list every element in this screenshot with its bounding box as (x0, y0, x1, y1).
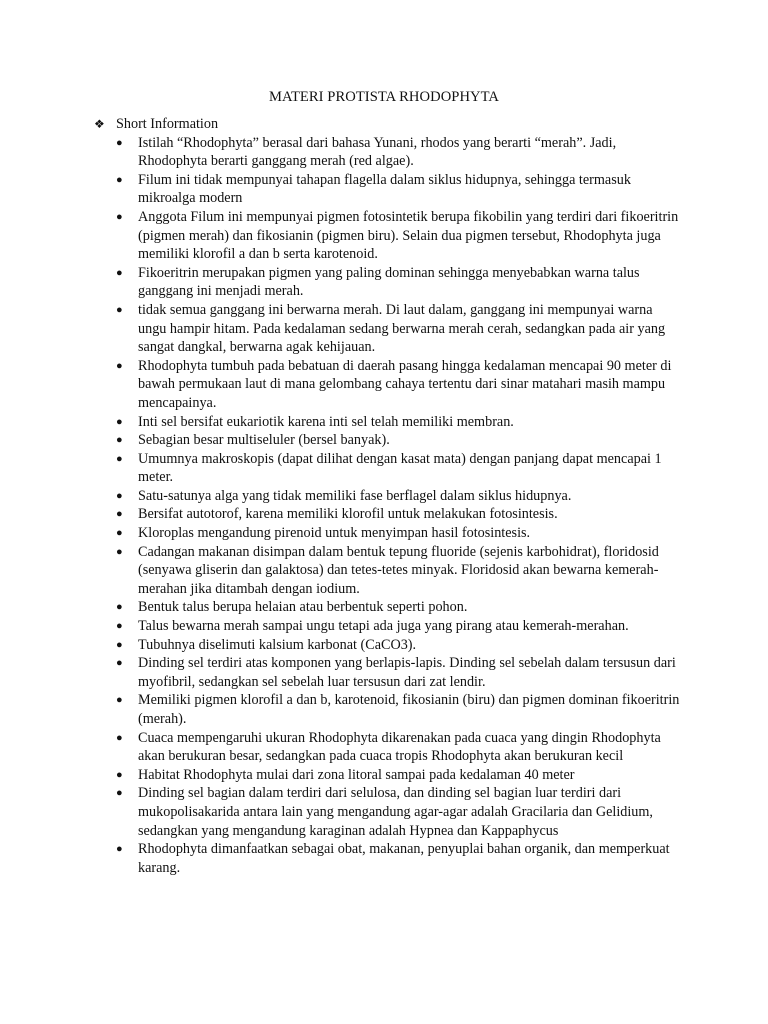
bullet-dot-icon: ● (116, 434, 123, 447)
list-item-text: Dinding sel terdiri atas komponen yang berlapis-lapis. Dinding sel sebelah dalam tersusun dari myofibril, sedangkan sel sebelah luar tersusun dari zat lendir. (138, 655, 676, 690)
list-item-text: Filum ini tidak mempunyai tahapan flagella dalam siklus hidupnya, sehingga termasuk mikroalga modern (138, 171, 631, 207)
bullet-dot-icon: ● (116, 452, 123, 465)
list-item-text: Dinding sel bagian dalam terdiri dari selulosa, dan dinding sel bagian luar terdiri dari mukopolisakarida antara lain yang mengandung agar-agar adalah Gracilaria dan Gelidium, sedangkan yang mengandung karaginan adalah Hypnea dan Kappaphycus (138, 785, 653, 839)
list-item (116, 840, 681, 877)
list-item (116, 208, 681, 264)
bullet-dot-icon: ● (116, 620, 123, 633)
list-item (116, 134, 681, 171)
list-item-text: Umumnya makroskopis (dapat dilihat dengan kasat mata) dengan panjang dapat mencapai 1 meter. (138, 450, 662, 486)
list-item-text: Rhodophyta tumbuh pada bebatuan di daerah pasang hingga kedalaman mencapai 90 meter di bawah permukaan laut di mana gelombang cahaya tertentu dari sinar matahari masih mampu mencapainya. (138, 357, 672, 411)
bullet-dot-icon: ● (116, 527, 123, 540)
list-item-text: Memiliki pigmen klorofil a dan b, karotenoid, fikosianin (biru) dan pigmen dominan fikoeritrin (merah). (138, 692, 680, 727)
list-item-text: Fikoeritrin merupakan pigmen yang paling dominan sehingga menyebabkan warna talus ganggang ini menjadi merah. (138, 264, 640, 300)
list-item (116, 543, 681, 599)
list-item-text: Tubuhnya diselimuti kalsium karbonat (CaCO3). (138, 636, 417, 653)
list-item-text: Inti sel bersifat eukariotik karena inti sel telah memiliki membran. (138, 413, 514, 430)
list-item (116, 524, 681, 543)
short-information-section (94, 115, 694, 876)
list-item-text: Bersifat autotorof, karena memiliki klorofil untuk melakukan fotosintesis. (138, 506, 558, 523)
bullet-dot-icon: ● (116, 266, 123, 279)
list-item-text: Satu-satunya alga yang tidak memiliki fase berflagel dalam siklus hidupnya. (138, 487, 572, 504)
list-item (116, 617, 681, 636)
bullet-dot-icon: ● (116, 545, 123, 558)
list-item (116, 598, 681, 617)
list-item (116, 636, 681, 655)
bullet-dot-icon: ● (116, 843, 123, 856)
list-item-text: Rhodophyta dimanfaatkan sebagai obat, makanan, penyuplai bahan organik, dan memperkuat karang. (138, 841, 670, 876)
bullet-dot-icon: ● (116, 787, 123, 800)
list-item (116, 431, 681, 450)
bullet-dot-icon: ● (116, 601, 123, 614)
section-heading-label: Short Information (116, 116, 219, 132)
bullet-dot-icon: ● (116, 303, 123, 316)
bullet-dot-icon: ● (116, 489, 123, 502)
list-item (116, 505, 681, 524)
bullet-dot-icon: ● (116, 694, 123, 707)
bullet-dot-icon: ● (116, 136, 123, 149)
list-item (116, 784, 681, 840)
section-heading (94, 115, 694, 134)
bullet-dot-icon: ● (116, 359, 123, 372)
list-item (116, 301, 681, 357)
list-item-text: Cuaca mempengaruhi ukuran Rhodophyta dikarenakan pada cuaca yang dingin Rhodophyta akan berukuran besar, sedangkan pada cuaca tropis Rhodophyta akan berukuran kecil (138, 729, 661, 765)
list-item (116, 487, 681, 506)
list-item-text: Talus bewarna merah sampai ungu tetapi ada juga yang pirang atau kemerah-merahan. (138, 618, 629, 635)
list-item-text: Anggota Filum ini mempunyai pigmen fotosintetik berupa fikobilin yang terdiri dari fikoeritrin (pigmen merah) dan fikosianin (pigmen biru). Selain dua pigmen tersebut, Rhodophyta juga memiliki klorofil a dan b serta karotenoid. (138, 208, 679, 263)
bullet-dot-icon: ● (116, 508, 123, 521)
list-item-text: tidak semua ganggang ini berwarna merah. Di laut dalam, ganggang ini mempunyai warna ungu hampir hitam. Pada kedalaman sedang berwarna merah cerah, sedangkan pada air yang sangat dangkal, berwarna agak kehijauan. (138, 301, 666, 356)
list-item (116, 264, 681, 301)
bullet-dot-icon: ● (116, 638, 123, 651)
document-title: MATERI PROTISTA RHODOPHYTA (268, 89, 500, 105)
list-item (116, 450, 681, 487)
list-item (116, 171, 681, 208)
list-item (116, 413, 681, 432)
list-item (116, 691, 681, 728)
list-item (116, 357, 681, 413)
bullet-dot-icon: ● (116, 415, 123, 428)
bullet-dot-icon: ● (116, 173, 123, 186)
bullet-dot-icon: ● (116, 731, 123, 744)
list-item-text: Sebagian besar multiseluler (bersel banyak). (138, 432, 390, 449)
list-item-text: Cadangan makanan disimpan dalam bentuk tepung fluoride (sejenis karbohidrat), floridosid (senyawa gliserin dan galaktosa) dan tetes-tetes minyak. Floridosid akan bewarna kemerah-merahan jika ditambah dengan iodium. (138, 543, 659, 597)
list-item (116, 654, 681, 691)
list-item-text: Istilah “Rhodophyta” berasal dari bahasa Yunani, rhodos yang berarti “merah”. Jadi, Rhodophyta berarti ganggang merah (red algae). (138, 134, 617, 170)
bullet-dot-icon: ● (116, 768, 123, 781)
list-item-text: Habitat Rhodophyta mulai dari zona litoral sampai pada kedalaman 40 meter (138, 766, 575, 783)
list-item (116, 766, 681, 785)
bullet-dot-icon: ● (116, 210, 123, 223)
bullet-dot-icon: ● (116, 657, 123, 670)
diamond-bullet-icon: ❖ (94, 117, 105, 131)
list-item-text: Kloroplas mengandung pirenoid untuk menyimpan hasil fotosintesis. (138, 525, 531, 542)
list-item-text: Bentuk talus berupa helaian atau berbentuk seperti pohon. (138, 599, 468, 616)
list-item (116, 729, 681, 766)
bullet-list (116, 134, 681, 878)
